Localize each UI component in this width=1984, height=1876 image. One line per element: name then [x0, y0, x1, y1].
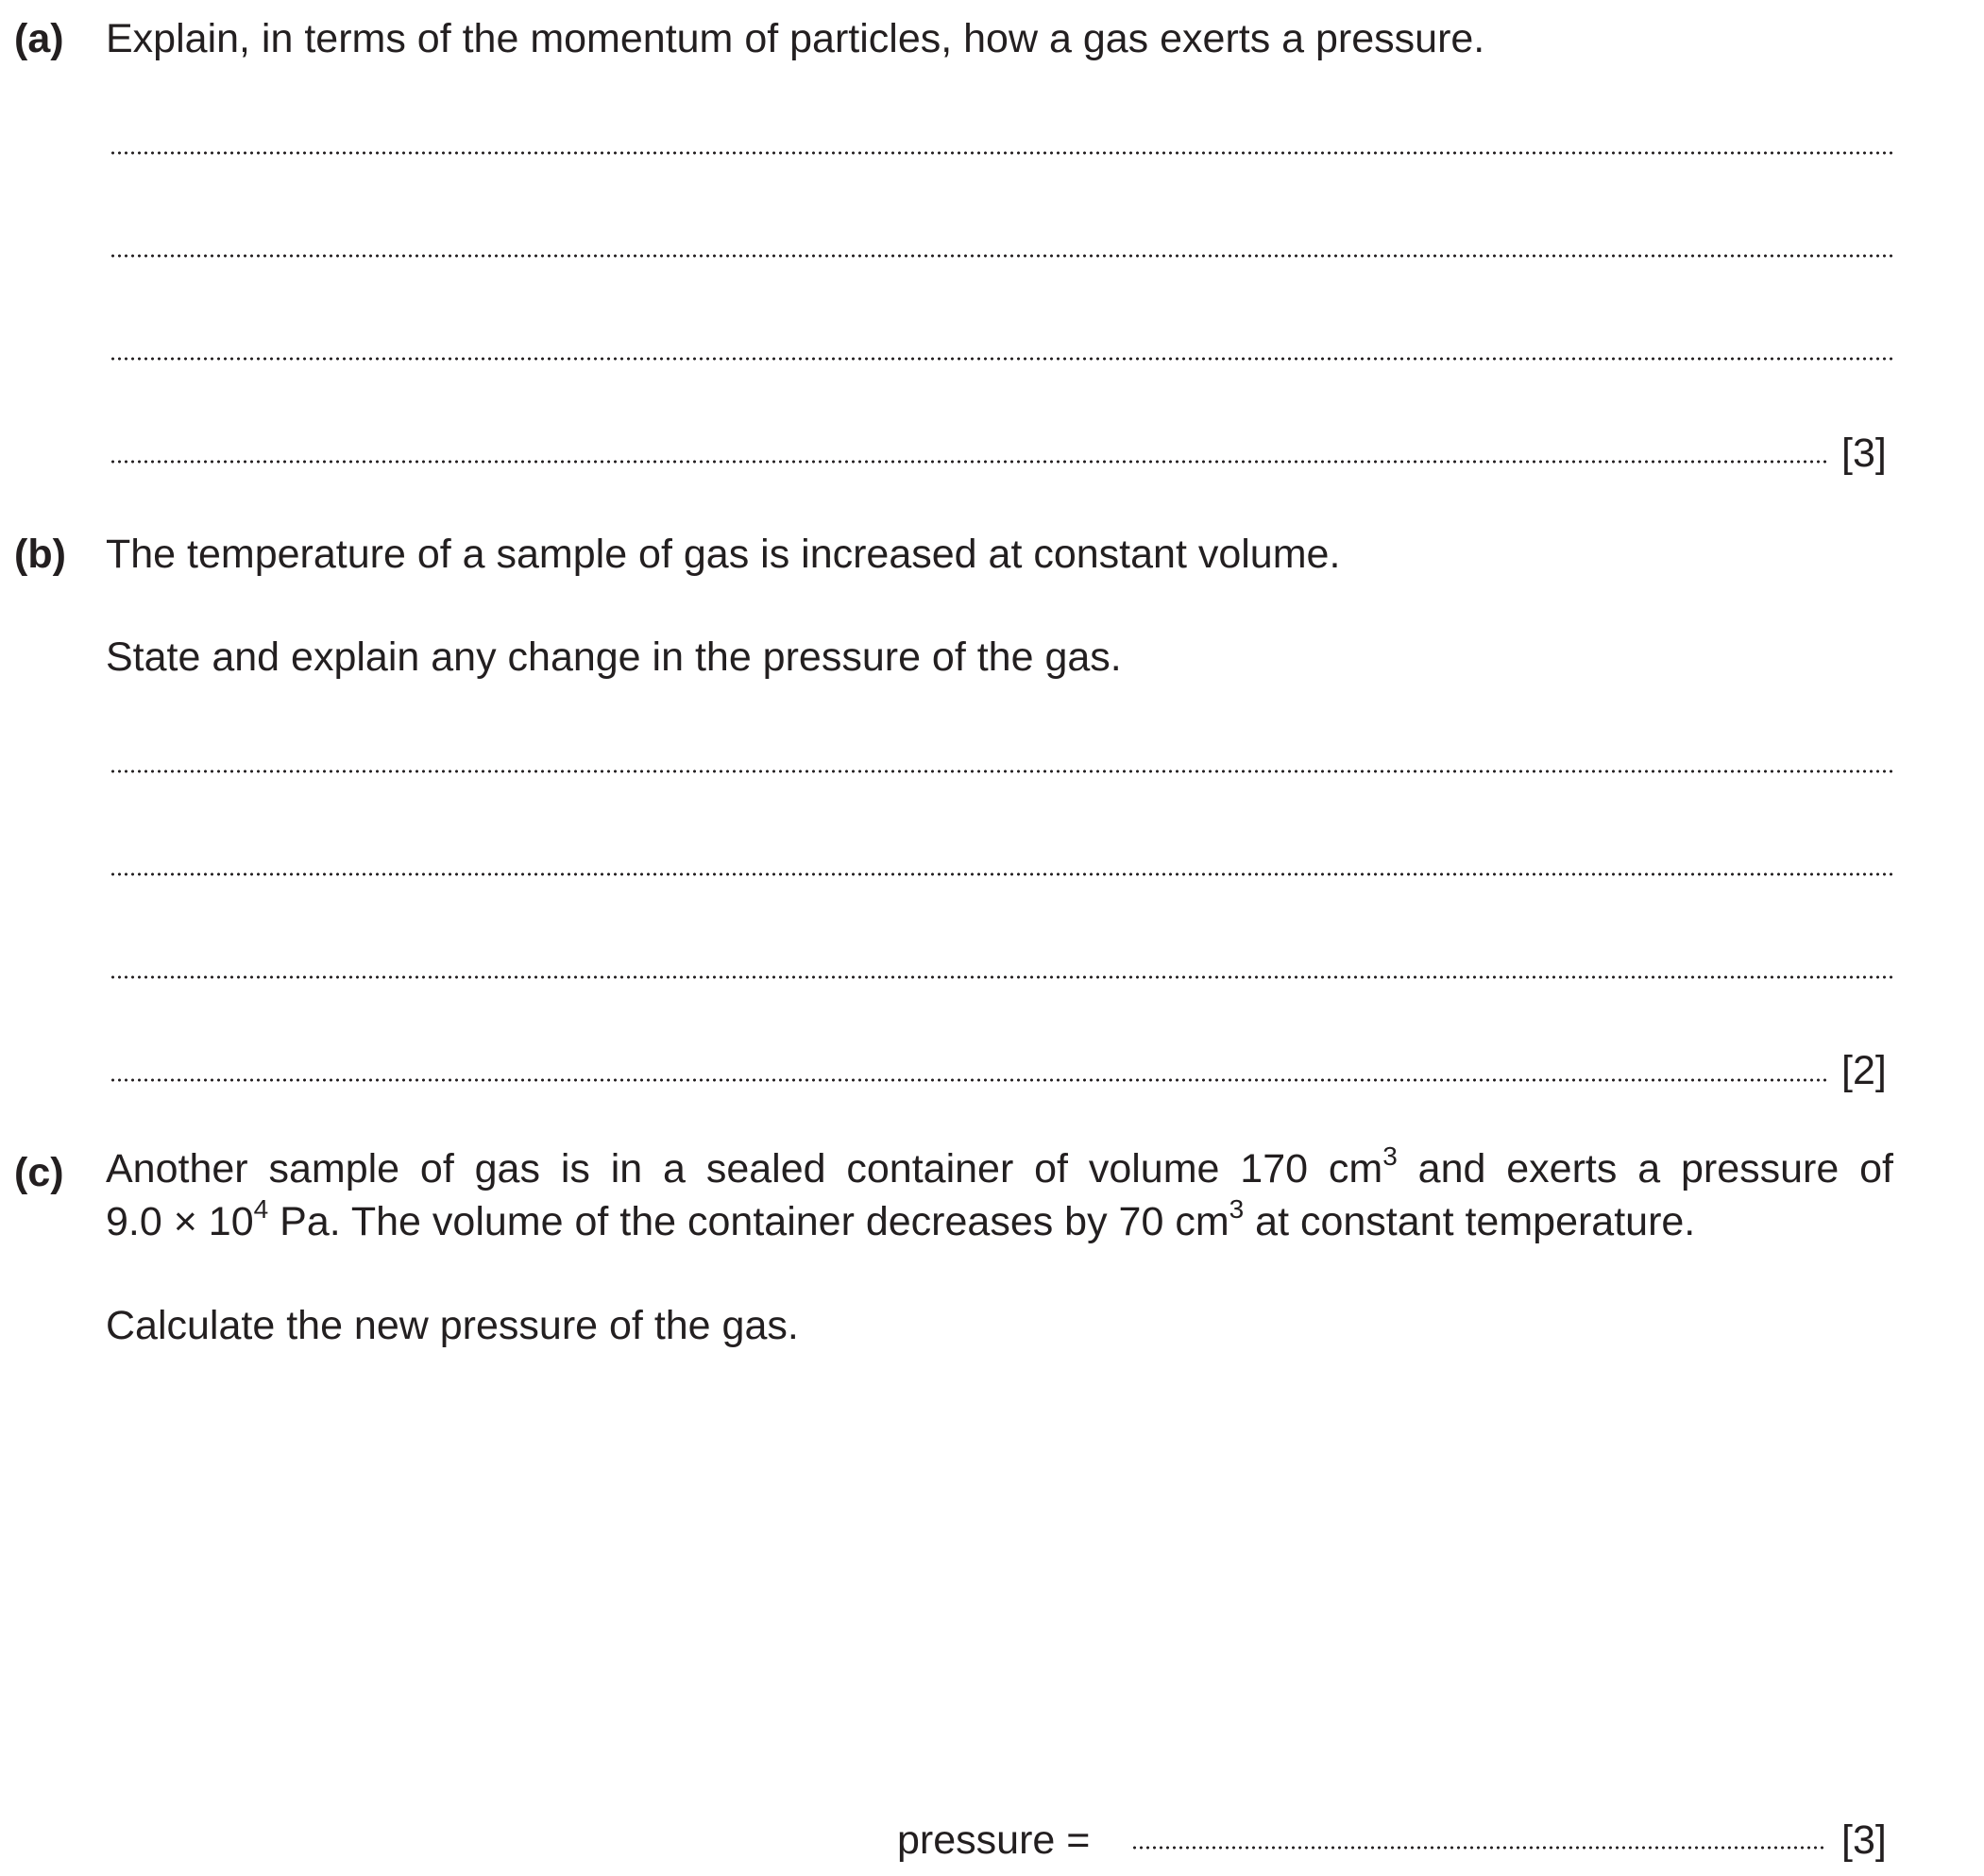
part-c-paragraph-line-2: $9.0 \times 10^4$ Pa. The volume of the container decreases by 70 $cm^3$ at constant temperature. — [106, 1194, 1696, 1244]
answer-line-a-4[interactable] — [110, 460, 1826, 464]
part-a-label: (a) — [14, 16, 64, 61]
answer-line-a-1[interactable] — [110, 151, 1895, 155]
answer-line-b-1[interactable] — [110, 769, 1895, 773]
pressure-answer-line[interactable] — [1131, 1846, 1826, 1850]
part-b-label: (b) — [14, 532, 66, 577]
answer-line-b-2[interactable] — [110, 872, 1895, 876]
marks-c: [3] — [1841, 1817, 1887, 1863]
answer-line-b-4[interactable] — [110, 1078, 1826, 1082]
answer-line-a-3[interactable] — [110, 357, 1895, 361]
part-c-paragraph-line-1: Another sample of gas is in a sealed container of volume 170 $cm^3$ and exerts a pressure of — [106, 1141, 1893, 1192]
pressure-answer-label: pressure = — [897, 1817, 1091, 1863]
part-b-question-1: The temperature of a sample of gas is increased at constant volume. — [106, 532, 1341, 577]
answer-line-a-2[interactable] — [110, 254, 1895, 258]
marks-a: [3] — [1841, 431, 1887, 476]
part-a-question: Explain, in terms of the momentum of particles, how a gas exerts a pressure. — [106, 16, 1485, 61]
part-c-label: (c) — [14, 1150, 64, 1195]
answer-line-b-3[interactable] — [110, 975, 1895, 979]
part-b-question-2: State and explain any change in the pressure of the gas. — [106, 634, 1122, 680]
part-c-question-2: Calculate the new pressure of the gas. — [106, 1303, 799, 1348]
marks-b: [2] — [1841, 1048, 1887, 1093]
